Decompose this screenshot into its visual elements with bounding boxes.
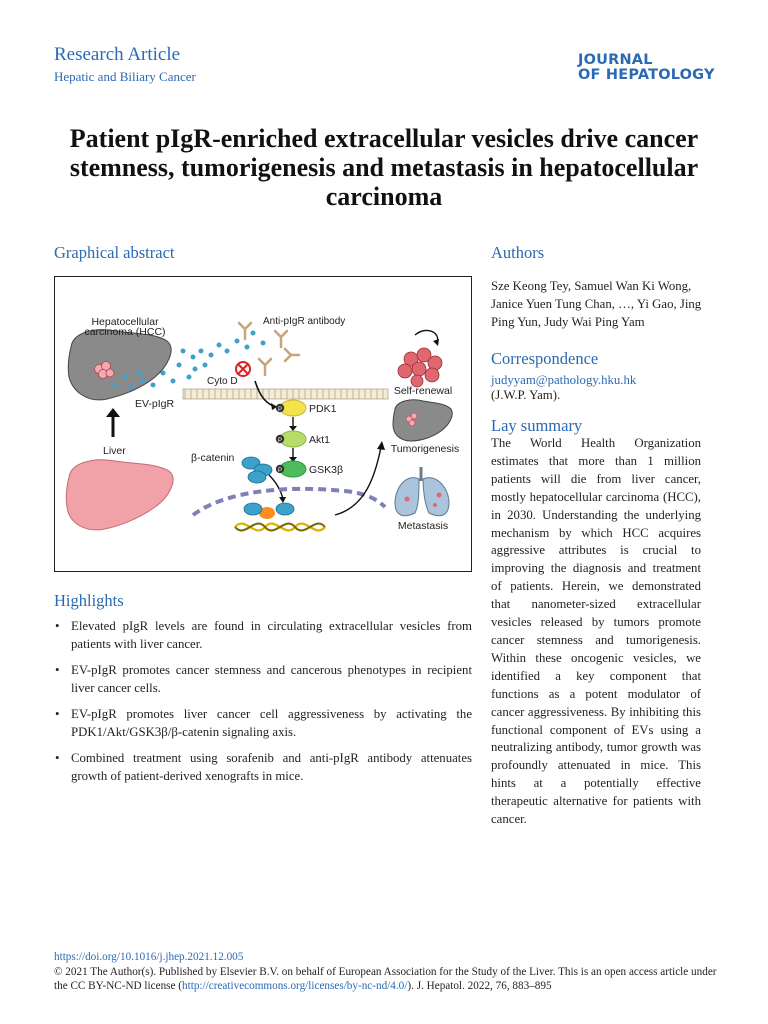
correspondence-heading: Correspondence bbox=[491, 349, 599, 368]
graphical-abstract-figure bbox=[55, 277, 473, 573]
highlight-item: • EV-pIgR promotes cancer stemness and cancerous phenotypes in recipient liver cancer cells. bbox=[54, 661, 472, 697]
author-list: Sze Keong Tey, Samuel Wan Ki Wong, Janice Yuen Tung Chan, …, Yi Gao, Jing Ping Yun, Judy Wai Ping Yam bbox=[491, 279, 702, 329]
highlights-heading: Highlights bbox=[54, 591, 124, 610]
ev-pigr-label: EV-pIgR bbox=[135, 398, 175, 410]
outcome-arrow bbox=[335, 447, 381, 515]
journal-logo-line1: JOURNAL bbox=[578, 52, 653, 68]
anti-pigr-antibody-label: Anti-pIgR antibody bbox=[263, 316, 346, 327]
nuclear-arrowhead bbox=[279, 497, 286, 503]
correspondence-initials: (J.W.P. Yam). bbox=[491, 388, 561, 402]
hcc-label-line1: Hepatocellular bbox=[91, 316, 159, 328]
outcome-arrowhead bbox=[377, 441, 385, 450]
highlights-list bbox=[54, 617, 472, 793]
tumorigenesis-label: Tumorigenesis bbox=[390, 443, 460, 455]
beta-catenin-icon bbox=[242, 457, 272, 483]
journal-logo bbox=[578, 53, 715, 83]
beta-catenin-label: β-catenin bbox=[191, 452, 235, 464]
progression-arrowhead bbox=[106, 408, 120, 417]
citation-text: ). J. Hepatol. 2022, 76, 883–895 bbox=[407, 980, 552, 992]
correspondence-email-link[interactable]: judyyam@pathology.hku.hk bbox=[491, 373, 637, 387]
cyto-d-label: Cyto D bbox=[207, 376, 238, 387]
dna-icon bbox=[235, 503, 325, 530]
copyright-text: © 2021 The Author(s). Published by Elsevier B.V. on behalf of European Association for the Study of the Liver. This is an open access article under the CC BY-NC-ND license ( bbox=[54, 965, 717, 992]
lay-summary-text: The World Health Organization estimates that more than 1 million patients will die from liver cancer, mostly hepatocellular carcinoma (HCC), in 2030. Understanding the underlying mechanism by which HCC acquires aggressive attributes is crucial to improving the diagnosis and treatment of patients. Herein, we demonstrated that nanometer-sized extracellular vesicles released by tumors promote cancer stemness and tumorigenesis. Within these oncogenic vesicles, we identified a key component that functions as a potent modulator of cancer aggressiveness. By inhibiting this functional component of EVs using a neutralizing antibody, tumor growth was profoundly attenuated in mice. This hints at a potentially effective therapeutic alternative for patients with cancer. bbox=[491, 436, 701, 827]
footer bbox=[54, 950, 724, 994]
nuclear-arrow bbox=[269, 475, 283, 499]
graphical-abstract bbox=[54, 276, 472, 572]
liver-label: Liver bbox=[103, 445, 126, 457]
graphical-abstract-heading: Graphical abstract bbox=[54, 243, 175, 262]
pdk1-label: PDK1 bbox=[309, 403, 337, 415]
phospho-label: P bbox=[277, 438, 283, 444]
metastasis-label: Metastasis bbox=[397, 520, 449, 532]
authors-heading: Authors bbox=[491, 243, 545, 262]
journal-logo-line2: OF HEPATOLOGY bbox=[578, 67, 715, 83]
license-link[interactable]: http://creativecommons.org/licenses/by-nc-nd/4.0/ bbox=[182, 980, 408, 992]
highlight-item: • Elevated pIgR levels are found in circulating extracellular vesicles from patients with liver cancer. bbox=[54, 617, 472, 653]
akt1-label: Akt1 bbox=[309, 434, 331, 446]
highlight-item: • EV-pIgR promotes liver cancer cell aggressiveness by activating the PDK1/Akt/GSK3β/β-catenin signaling axis. bbox=[54, 705, 472, 741]
pdk1-node bbox=[276, 400, 337, 416]
healthy-liver-icon bbox=[66, 460, 173, 530]
akt1-node bbox=[276, 431, 330, 447]
doi-link[interactable]: https://doi.org/10.1016/j.jhep.2021.12.005 bbox=[54, 951, 244, 963]
article-section: Hepatic and Biliary Cancer bbox=[54, 69, 196, 84]
phospho-label: P bbox=[277, 407, 283, 413]
self-renewal-label: Self-renewal bbox=[393, 385, 453, 397]
hcc-label-line2: carcinoma (HCC) bbox=[84, 326, 166, 338]
inhibition-icon bbox=[236, 362, 250, 376]
copyright-notice bbox=[54, 965, 724, 994]
self-renewal-arrowhead bbox=[433, 339, 439, 346]
phospho-label: P bbox=[277, 468, 283, 474]
cell-membrane bbox=[183, 389, 388, 399]
article-title: Patient pIgR-enriched extracellular vesicles drive cancer stemness, tumorigenesis and metastasis in hepatocellular carcinoma bbox=[69, 124, 699, 211]
tumorigenesis-liver-icon bbox=[393, 400, 452, 441]
lay-summary-heading: Lay summary bbox=[491, 416, 583, 435]
hcc-liver-icon bbox=[68, 330, 171, 400]
article-type: Research Article bbox=[54, 44, 181, 65]
spheroid-icon bbox=[398, 348, 442, 387]
cascade-arrowhead-1 bbox=[289, 426, 297, 431]
highlight-item: • Combined treatment using sorafenib and anti-pIgR antibody attenuates growth of patient-derived xenografts in mice. bbox=[54, 749, 472, 785]
gsk3b-label: GSK3β bbox=[309, 464, 344, 476]
lung-metastasis-icon bbox=[395, 467, 449, 516]
gsk3b-node bbox=[276, 461, 343, 477]
